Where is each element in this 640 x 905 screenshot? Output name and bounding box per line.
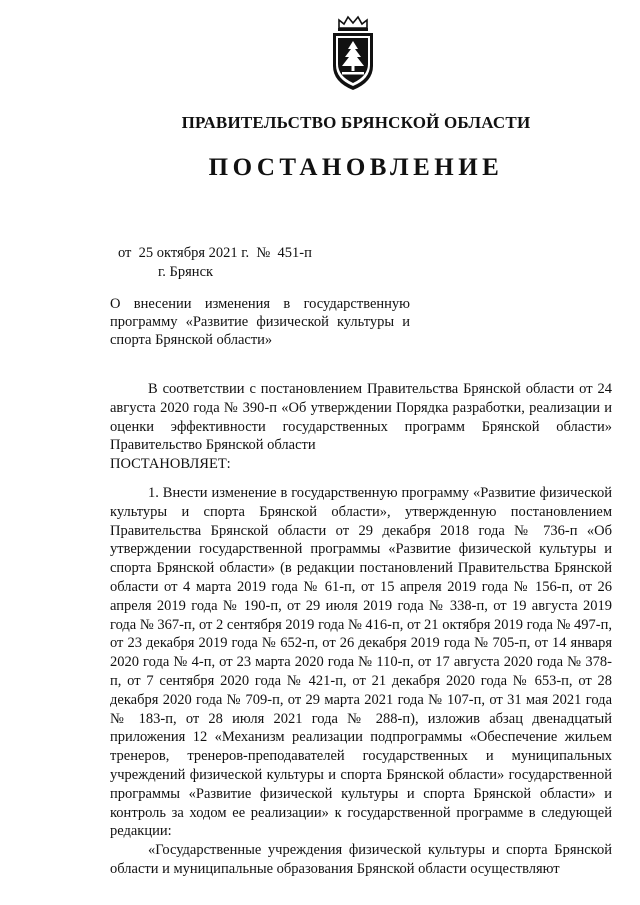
document-body [110,380,612,879]
document-date-number: от 25 октября 2021 г. № 451-п [118,245,312,261]
document-subject: О внесении изменения в государственную программу «Развитие физической культуры и спорта Брянской области» [110,296,410,348]
quote-paragraph: «Государственные учреждения физической культуры и спорта Брянской области и муниципальные образования Брянской области осуществляют [110,842,612,877]
preamble-paragraph: В соответствии с постановлением Правительства Брянской области от 24 августа 2020 года № 390-п «Об утверждении Порядка разработки, реализации и оценки эффективности государственных программ Брянской области» Правительство Брянской области [110,381,612,454]
resolve-heading: ПОСТАНОВЛЯЕТ: [110,456,231,473]
bryansk-coat-of-arms-icon [330,14,376,92]
document-city: г. Брянск [158,264,214,280]
organization-name: ПРАВИТЕЛЬСТВО БРЯНСКОЙ ОБЛАСТИ [181,113,531,132]
item-1-paragraph: 1. Внести изменение в государственную программу «Развитие физической культуры и спорта Брянской области», утвержденную постановлением Правительства Брянской области от 29 декабря 2018 года № 736-п «Об утверждении государственной программы «Развитие физической культуры и спорта Брянской области» (в редакции постановлений Правительства Брянской области от 4 марта 2019 года № 61-п, от 15 апреля 2019 года № 156-п, от 26 апреля 2019 года № 190-п, от 29 июля 2019 года № 338-п, от 19 августа 2019 года № 367-п, от 2 сентября 2019 года № 416-п, от 21 октября 2019 года № 497-п, от 23 декабря 2019 года № 652-п, от 26 декабря 2019 года № 705-п, от 14 января 2020 года № 4-п, от 23 марта 2020 года № 110-п, от 17 августа 2020 года № 378-п, от 7 сентября 2020 года № 421-п, от 21 декабря 2020 года № 653-п, от 28 декабря 2020 года № 709-п, от 29 марта 2021 года № 107-п, от 31 мая 2021 года № 183-п, от 28 июля 2021 года № 288-п), изложив абзац двенадцатый приложения 12 «Механизм реализации подпрограммы «Обеспечение жильем тренеров, тренеров-преподавателей государственных и муниципальных учреждений физической культуры и спорта Брянской области» государственной программы «Развитие физической культуры и спорта Брянской области» и контроль за ходом ее реализации» к государственной программе в следующей редакции: [110,484,612,840]
document-type: ПОСТАНОВЛЕНИЕ [208,154,504,181]
